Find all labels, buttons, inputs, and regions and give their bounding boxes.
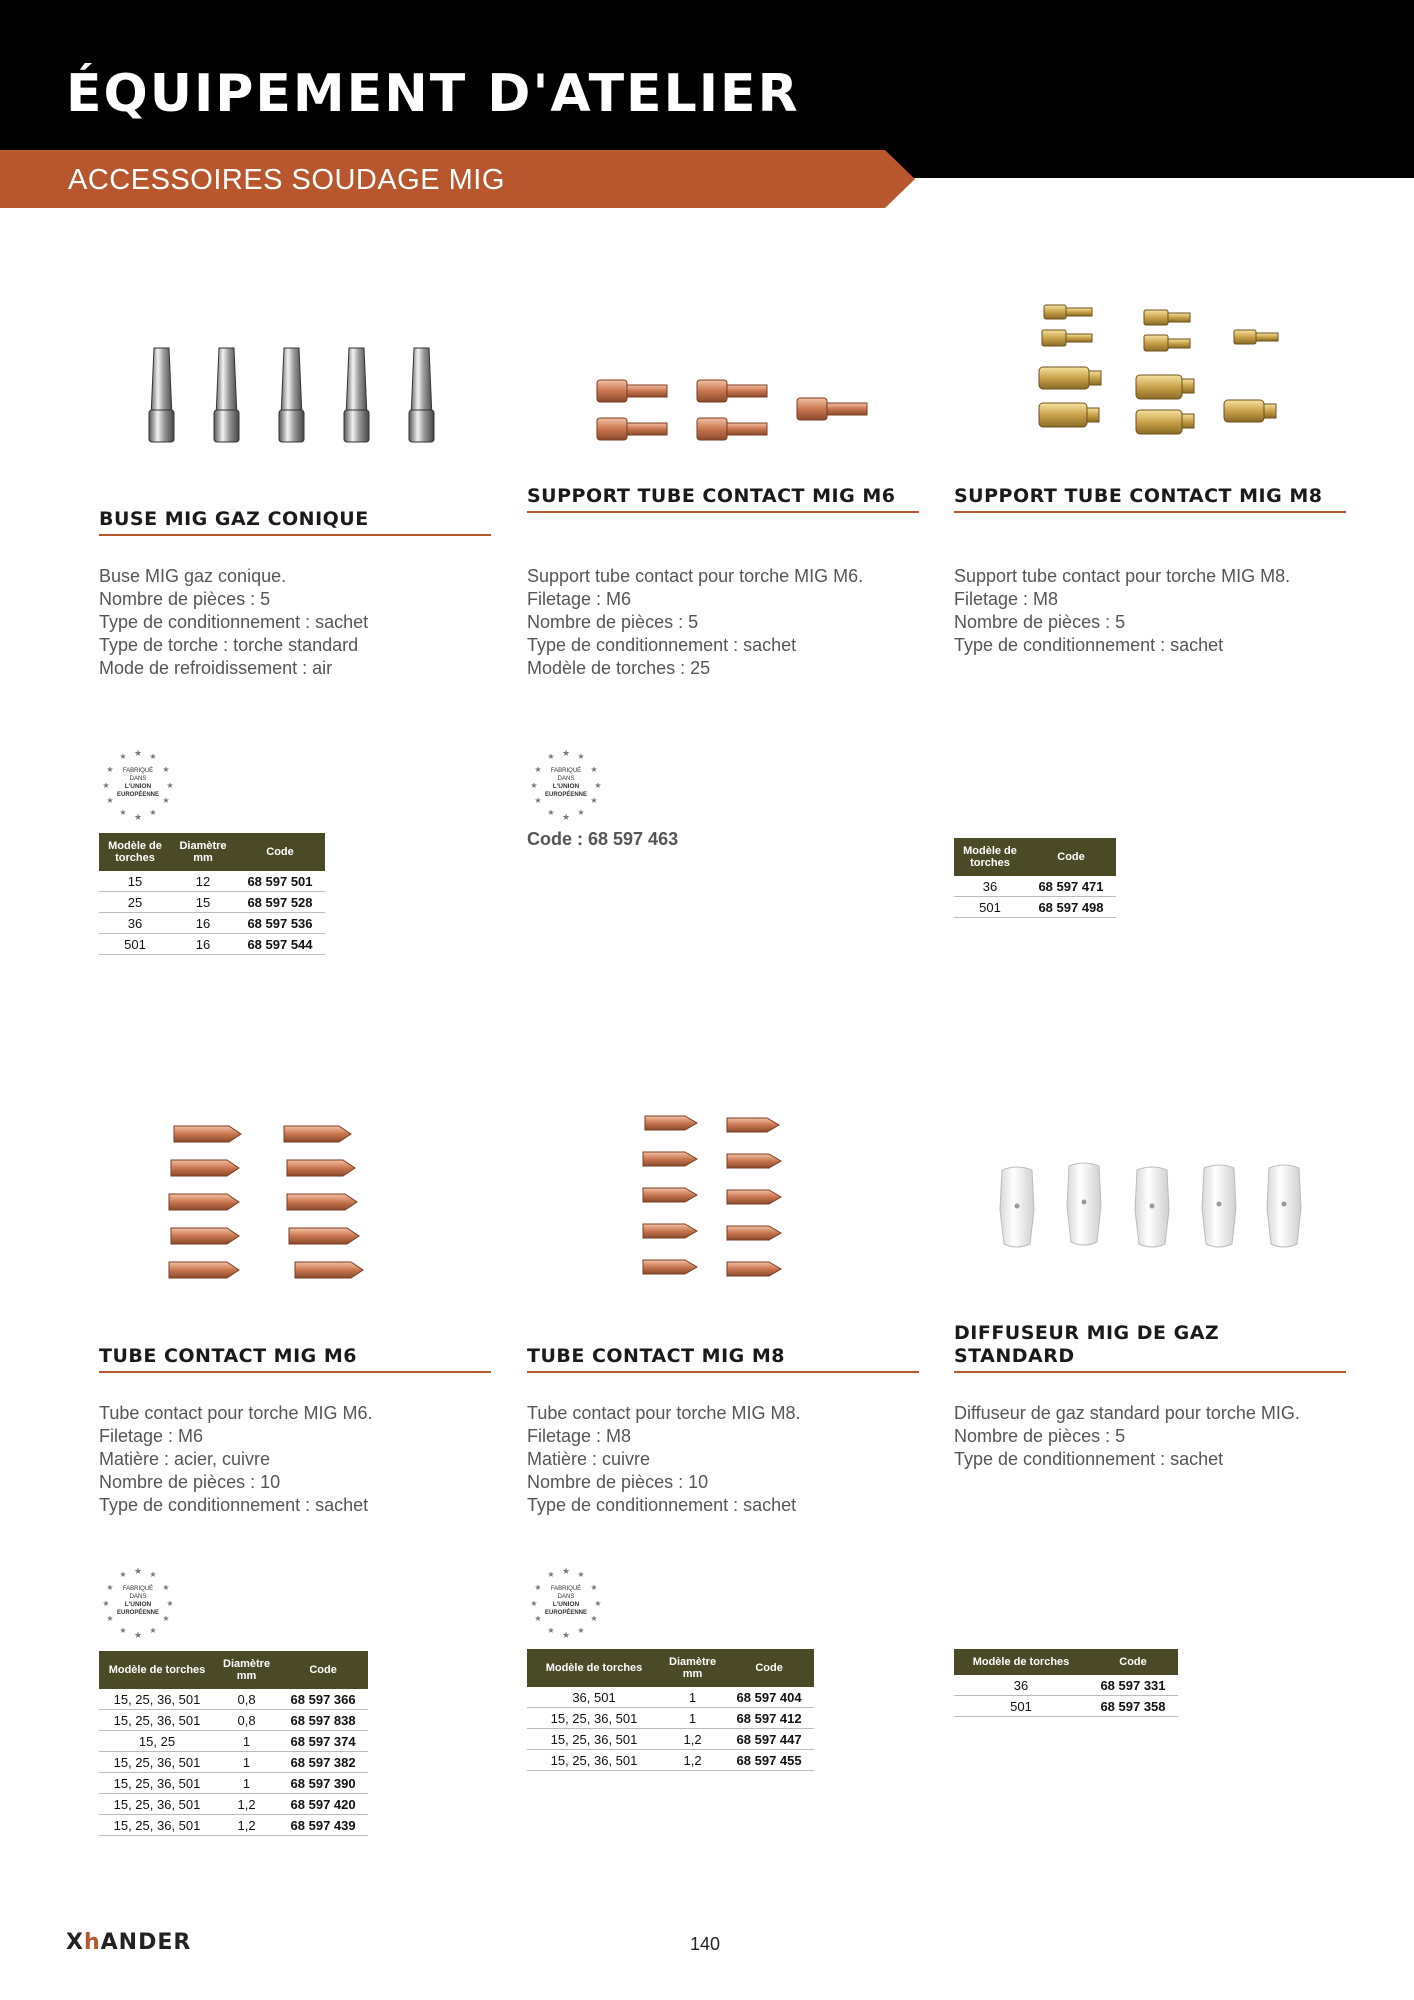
svg-text:★: ★	[149, 1626, 157, 1635]
column-header: Diamètre mm	[215, 1651, 278, 1689]
svg-text:★: ★	[119, 1570, 127, 1579]
cell: 1	[215, 1773, 278, 1794]
badge-line: L'UNION	[552, 1601, 580, 1608]
desc-line: Nombre de pièces : 5	[99, 589, 271, 609]
svg-text:★: ★	[547, 1626, 555, 1635]
table-row	[954, 897, 1116, 918]
badge-line: FABRIQUÉ	[122, 1586, 154, 1592]
desc-line: Support tube contact pour torche MIG M8.	[954, 566, 1291, 586]
product-code: 68 597 382	[278, 1752, 368, 1773]
table-row	[527, 1750, 814, 1771]
cell: 501	[954, 897, 1026, 918]
desc-line: Nombre de pièces : 10	[527, 1472, 709, 1492]
section-title: ACCESSOIRES SOUDAGE MIG	[68, 164, 505, 196]
product-description	[99, 565, 491, 680]
table-row	[954, 1696, 1178, 1717]
table-row	[99, 1815, 368, 1836]
product-code: 68 597 439	[278, 1815, 368, 1836]
cell: 15, 25, 36, 501	[527, 1750, 661, 1771]
desc-line: Support tube contact pour torche MIG M6.	[527, 566, 864, 586]
svg-text:★: ★	[534, 1583, 542, 1592]
cell: 1	[215, 1752, 278, 1773]
svg-text:★: ★	[133, 1631, 143, 1641]
svg-text:★: ★	[534, 1614, 542, 1623]
cell: 16	[171, 913, 235, 934]
cell: 1,2	[215, 1794, 278, 1815]
svg-text:★: ★	[534, 765, 542, 774]
svg-text:★: ★	[590, 1583, 598, 1592]
product-image	[99, 300, 491, 490]
product-title: DIFFUSEUR MIG DE GAZ STANDARD	[954, 1322, 1346, 1373]
page-title: ÉQUIPEMENT D'ATELIER	[66, 64, 800, 124]
svg-text:★: ★	[106, 1614, 114, 1623]
cell: 1,2	[661, 1729, 724, 1750]
product-code: 68 597 358	[1088, 1696, 1178, 1717]
svg-text:★: ★	[119, 808, 127, 817]
badge-line: DANS	[129, 1594, 147, 1600]
product-code: Code : 68 597 463	[527, 829, 679, 849]
svg-text:★: ★	[561, 1567, 571, 1577]
column-header: Code	[1026, 838, 1116, 876]
svg-text:★: ★	[594, 1599, 602, 1608]
svg-text:★: ★	[162, 1614, 170, 1623]
badge-line: L'UNION	[124, 1601, 152, 1608]
desc-line: Type de torche : torche standard	[99, 635, 359, 655]
cell: 36	[954, 876, 1026, 897]
table-row	[527, 1729, 814, 1750]
table-row	[99, 871, 325, 892]
desc-line: Type de conditionnement : sachet	[527, 635, 797, 655]
product-code: 68 597 455	[724, 1750, 814, 1771]
product-title: SUPPORT TUBE CONTACT MIG M8	[954, 485, 1346, 513]
product-code: 68 597 838	[278, 1710, 368, 1731]
spec-table	[954, 838, 1116, 918]
cell: 0,8	[215, 1710, 278, 1731]
product-image	[99, 1110, 491, 1300]
table-row	[99, 1710, 368, 1731]
column-header: Code	[1088, 1649, 1178, 1675]
table-row	[954, 1675, 1178, 1696]
desc-line: Tube contact pour torche MIG M6.	[99, 1403, 373, 1423]
product-image	[527, 300, 919, 490]
badge-line: EUROPÉENNE	[116, 792, 160, 798]
column-header: Modèle de torches	[99, 1651, 215, 1689]
desc-line: Matière : acier, cuivre	[99, 1449, 271, 1469]
svg-text:★: ★	[577, 1570, 585, 1579]
badge-line: DANS	[557, 776, 575, 782]
cell: 1,2	[215, 1815, 278, 1836]
table-row	[99, 934, 325, 955]
svg-text:★: ★	[590, 796, 598, 805]
cell: 1	[661, 1687, 724, 1708]
table-row	[99, 1752, 368, 1773]
badge-line: DANS	[129, 776, 147, 782]
cell: 36	[99, 913, 171, 934]
cell: 25	[99, 892, 171, 913]
desc-line: Filetage : M6	[527, 589, 632, 609]
cell: 36, 501	[527, 1687, 661, 1708]
cell: 15, 25, 36, 501	[99, 1752, 215, 1773]
svg-text:★: ★	[530, 1599, 538, 1608]
product-code: 68 597 412	[724, 1708, 814, 1729]
spec-table	[954, 1649, 1178, 1717]
column-header: Code	[278, 1651, 368, 1689]
desc-line: Diffuseur de gaz standard pour torche MIG.	[954, 1403, 1300, 1423]
column-header: Code	[235, 833, 325, 871]
desc-line: Buse MIG gaz conique.	[99, 566, 287, 586]
product-code: 68 597 404	[724, 1687, 814, 1708]
desc-line: Filetage : M8	[954, 589, 1059, 609]
eu-made-badge	[527, 1563, 605, 1641]
badge-line: L'UNION	[552, 783, 580, 790]
svg-text:★: ★	[166, 1599, 174, 1608]
product-code: 68 597 528	[235, 892, 325, 913]
page-number: 140	[690, 1934, 721, 1954]
svg-text:★: ★	[133, 813, 143, 823]
svg-text:★: ★	[561, 749, 571, 759]
svg-text:★: ★	[149, 808, 157, 817]
svg-text:★: ★	[166, 781, 174, 790]
product-description	[954, 1402, 1346, 1471]
svg-text:★: ★	[162, 1583, 170, 1592]
product-code: 68 597 501	[235, 871, 325, 892]
cell: 1,2	[661, 1750, 724, 1771]
svg-text:★: ★	[149, 752, 157, 761]
badge-line: EUROPÉENNE	[544, 1610, 588, 1616]
product-image	[527, 1100, 919, 1290]
spec-table	[99, 833, 325, 955]
svg-text:★: ★	[530, 781, 538, 790]
cell: 16	[171, 934, 235, 955]
badge-line: EUROPÉENNE	[116, 1610, 160, 1616]
cell: 15, 25, 36, 501	[99, 1815, 215, 1836]
svg-text:★: ★	[119, 1626, 127, 1635]
product-code: 68 597 366	[278, 1689, 368, 1710]
product-title: BUSE MIG GAZ CONIQUE	[99, 508, 491, 536]
product-code: 68 597 536	[235, 913, 325, 934]
product-code: 68 597 544	[235, 934, 325, 955]
desc-line: Filetage : M6	[99, 1426, 204, 1446]
column-header: Diamètre mm	[171, 833, 235, 871]
column-header: Diamètre mm	[661, 1649, 724, 1687]
table-row	[954, 876, 1116, 897]
badge-line: FABRIQUÉ	[550, 768, 582, 774]
desc-line: Nombre de pièces : 5	[527, 612, 699, 632]
spec-table	[527, 1649, 814, 1771]
eu-made-badge	[99, 1563, 177, 1641]
table-row	[99, 892, 325, 913]
desc-line: Type de conditionnement : sachet	[99, 612, 369, 632]
brand-logo	[66, 1930, 191, 1955]
product-title: TUBE CONTACT MIG M6	[99, 1345, 491, 1373]
table-row	[527, 1708, 814, 1729]
product-title: TUBE CONTACT MIG M8	[527, 1345, 919, 1373]
cell: 15, 25, 36, 501	[99, 1773, 215, 1794]
product-code: 68 597 498	[1026, 897, 1116, 918]
cell: 0,8	[215, 1689, 278, 1710]
svg-text:★: ★	[590, 1614, 598, 1623]
column-header: Modèle de torches	[954, 838, 1026, 876]
table-row	[99, 1773, 368, 1794]
svg-text:★: ★	[106, 765, 114, 774]
svg-text:★: ★	[106, 796, 114, 805]
column-header: Code	[724, 1649, 814, 1687]
product-image	[954, 1110, 1346, 1300]
svg-text:★: ★	[119, 752, 127, 761]
svg-text:★: ★	[561, 813, 571, 823]
product-code: 68 597 331	[1088, 1675, 1178, 1696]
cell: 15, 25, 36, 501	[527, 1729, 661, 1750]
cell: 15, 25, 36, 501	[99, 1710, 215, 1731]
desc-line: Mode de refroidissement : air	[99, 658, 333, 678]
svg-text:★: ★	[577, 808, 585, 817]
svg-text:★: ★	[106, 1583, 114, 1592]
cell: 1	[661, 1708, 724, 1729]
eu-made-badge	[99, 745, 177, 823]
svg-text:★: ★	[162, 796, 170, 805]
badge-line: L'UNION	[124, 783, 152, 790]
desc-line: Filetage : M8	[527, 1426, 632, 1446]
desc-line: Nombre de pièces : 5	[954, 1426, 1126, 1446]
table-row	[527, 1687, 814, 1708]
logo-part: h	[83, 1930, 101, 1955]
table-row	[99, 1794, 368, 1815]
svg-text:★: ★	[577, 752, 585, 761]
cell: 1	[215, 1731, 278, 1752]
badge-line: FABRIQUÉ	[550, 1586, 582, 1592]
desc-line: Nombre de pièces : 5	[954, 612, 1126, 632]
svg-text:★: ★	[102, 1599, 110, 1608]
badge-line: EUROPÉENNE	[544, 792, 588, 798]
product-title: SUPPORT TUBE CONTACT MIG M6	[527, 485, 919, 513]
table-row	[99, 1689, 368, 1710]
desc-line: Nombre de pièces : 10	[99, 1472, 281, 1492]
desc-line: Type de conditionnement : sachet	[954, 635, 1224, 655]
product-code: 68 597 471	[1026, 876, 1116, 897]
product-code: 68 597 420	[278, 1794, 368, 1815]
logo-part: X	[66, 1930, 84, 1955]
svg-text:★: ★	[561, 1631, 571, 1641]
svg-text:★: ★	[133, 1567, 143, 1577]
svg-text:★: ★	[590, 765, 598, 774]
product-description	[954, 565, 1346, 657]
column-header: Modèle de torches	[527, 1649, 661, 1687]
desc-line: Type de conditionnement : sachet	[954, 1449, 1224, 1469]
column-header: Modèle de torches	[954, 1649, 1088, 1675]
cell: 15	[171, 892, 235, 913]
cell: 12	[171, 871, 235, 892]
product-description	[527, 565, 919, 680]
cell: 15, 25, 36, 501	[527, 1708, 661, 1729]
desc-line: Type de conditionnement : sachet	[527, 1495, 797, 1515]
eu-made-badge	[527, 745, 605, 823]
svg-text:★: ★	[547, 808, 555, 817]
cell: 15	[99, 871, 171, 892]
desc-line: Type de conditionnement : sachet	[99, 1495, 369, 1515]
cell: 15, 25	[99, 1731, 215, 1752]
desc-line: Modèle de torches : 25	[527, 658, 711, 678]
svg-text:★: ★	[133, 749, 143, 759]
badge-line: FABRIQUÉ	[122, 768, 154, 774]
svg-text:★: ★	[149, 1570, 157, 1579]
cell: 15, 25, 36, 501	[99, 1794, 215, 1815]
cell: 15, 25, 36, 501	[99, 1689, 215, 1710]
product-code: 68 597 447	[724, 1729, 814, 1750]
column-header: Modèle de torches	[99, 833, 171, 871]
desc-line: Tube contact pour torche MIG M8.	[527, 1403, 801, 1423]
svg-text:★: ★	[547, 752, 555, 761]
cell: 501	[99, 934, 171, 955]
desc-line: Matière : cuivre	[527, 1449, 651, 1469]
cell: 36	[954, 1675, 1088, 1696]
product-description	[99, 1402, 491, 1517]
table-row	[99, 1731, 368, 1752]
product-image	[954, 295, 1346, 485]
logo-part: ANDER	[100, 1930, 192, 1955]
table-row	[99, 913, 325, 934]
cell: 501	[954, 1696, 1088, 1717]
product-description	[527, 1402, 919, 1517]
svg-text:★: ★	[577, 1626, 585, 1635]
svg-text:★: ★	[102, 781, 110, 790]
svg-text:★: ★	[162, 765, 170, 774]
svg-text:★: ★	[594, 781, 602, 790]
product-code: 68 597 390	[278, 1773, 368, 1794]
badge-line: DANS	[557, 1594, 575, 1600]
spec-table	[99, 1651, 368, 1836]
svg-text:★: ★	[534, 796, 542, 805]
product-code: 68 597 374	[278, 1731, 368, 1752]
svg-text:★: ★	[547, 1570, 555, 1579]
